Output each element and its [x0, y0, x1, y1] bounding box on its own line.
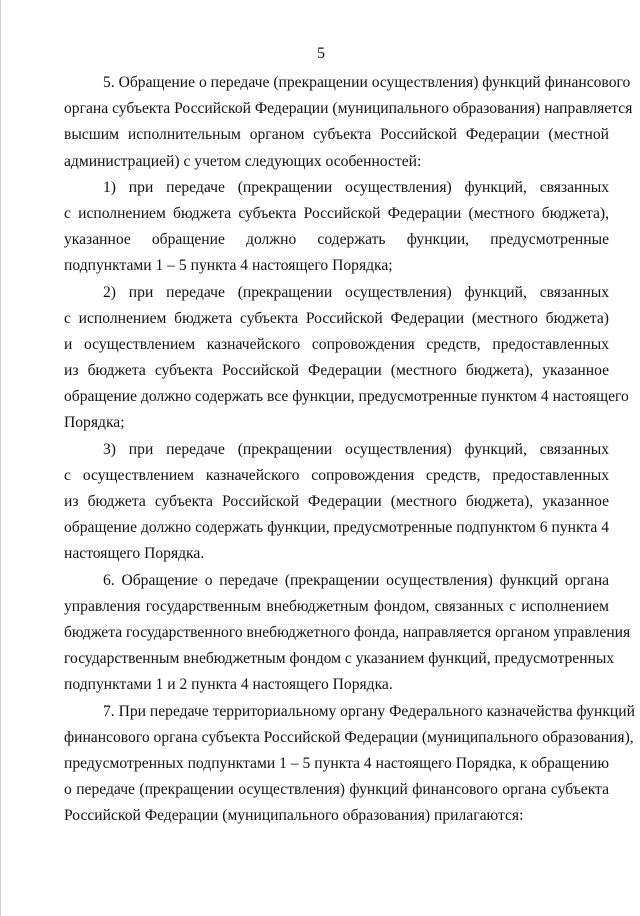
paragraph: [64, 568, 631, 699]
text-line: 7. При передаче территориальному органу Федерального казначейства функций: [103, 702, 635, 720]
paragraph: [64, 437, 609, 568]
text-line: 5. Обращение о передаче (прекращении осуществления) функций финансового: [103, 74, 631, 91]
text-line: финансового органа субъекта Российской Федерации (муниципального образования),: [64, 728, 634, 746]
text-line: Российской Федерации (муниципального образования) прилагаются:: [64, 807, 524, 825]
text-line: обращение должно содержать все функции, предусмотренные пунктом 4 настоящего: [64, 388, 629, 406]
text-line: из бюджета субъекта Российской Федерации (местного бюджета), указанное: [64, 493, 609, 510]
text-line: управления государственным внебюджетным фондом, связанных с исполнением: [64, 597, 609, 615]
page-number: 5: [317, 45, 325, 62]
text-line: о передаче (прекращении осуществления) функций финансового органа субъекта: [64, 781, 609, 799]
text-line: с исполнением бюджета субъекта Российской Федерации (местного бюджета),: [64, 204, 609, 222]
paragraph: [64, 280, 629, 437]
text-line: из бюджета субъекта Российской Федерации (местного бюджета), указанное: [64, 362, 609, 380]
text-line: указанное обращение должно содержать функции, предусмотренные: [64, 231, 609, 249]
text-line: органа субъекта Российской Федерации (муниципального образования) направляется: [64, 100, 633, 118]
text-line: подпунктами 1 – 5 пункта 4 настоящего Порядка;: [64, 257, 393, 275]
text-line: государственным внебюджетным фондом с указанием функций, предусмотренных: [64, 650, 615, 668]
text-line: 6. Обращение о передаче (прекращении осуществления) функций органа: [103, 571, 609, 589]
text-line: с исполнением бюджета субъекта Российской Федерации (местного бюджета): [64, 309, 609, 327]
text-line: настоящего Порядка.: [64, 545, 205, 563]
text-line: высшим исполнительным органом субъекта Российской Федерации (местной: [64, 126, 609, 144]
paragraph: [64, 70, 633, 175]
document-body: [64, 70, 635, 829]
text-line: Порядка;: [64, 414, 125, 432]
text-line: подпунктами 1 и 2 пункта 4 настоящего Порядка.: [64, 676, 393, 694]
text-line: и осуществлением казначейского сопровождения средств, предоставленных: [64, 335, 609, 353]
text-line: 2) при передаче (прекращении осуществления) функций, связанных: [103, 283, 609, 301]
text-line: 1) при передаче (прекращении осуществления) функций, связанных: [103, 178, 609, 196]
text-line: обращение должно содержать функции, предусмотренные подпунктом 6 пункта 4: [64, 519, 609, 537]
paragraph: [64, 699, 635, 830]
text-line: с осуществлением казначейского сопровождения средств, предоставленных: [64, 466, 609, 484]
text-line: 3) при передаче (прекращении осуществления) функций, связанных: [103, 440, 609, 458]
paragraph: [64, 175, 609, 280]
text-line: предусмотренных подпунктами 1 – 5 пункта 4 настоящего Порядка, к обращению: [64, 754, 609, 772]
text-line: администрацией) с учетом следующих особенностей:: [64, 152, 422, 170]
text-line: бюджета государственного внебюджетного фонда, направляется органом управления: [64, 623, 631, 641]
